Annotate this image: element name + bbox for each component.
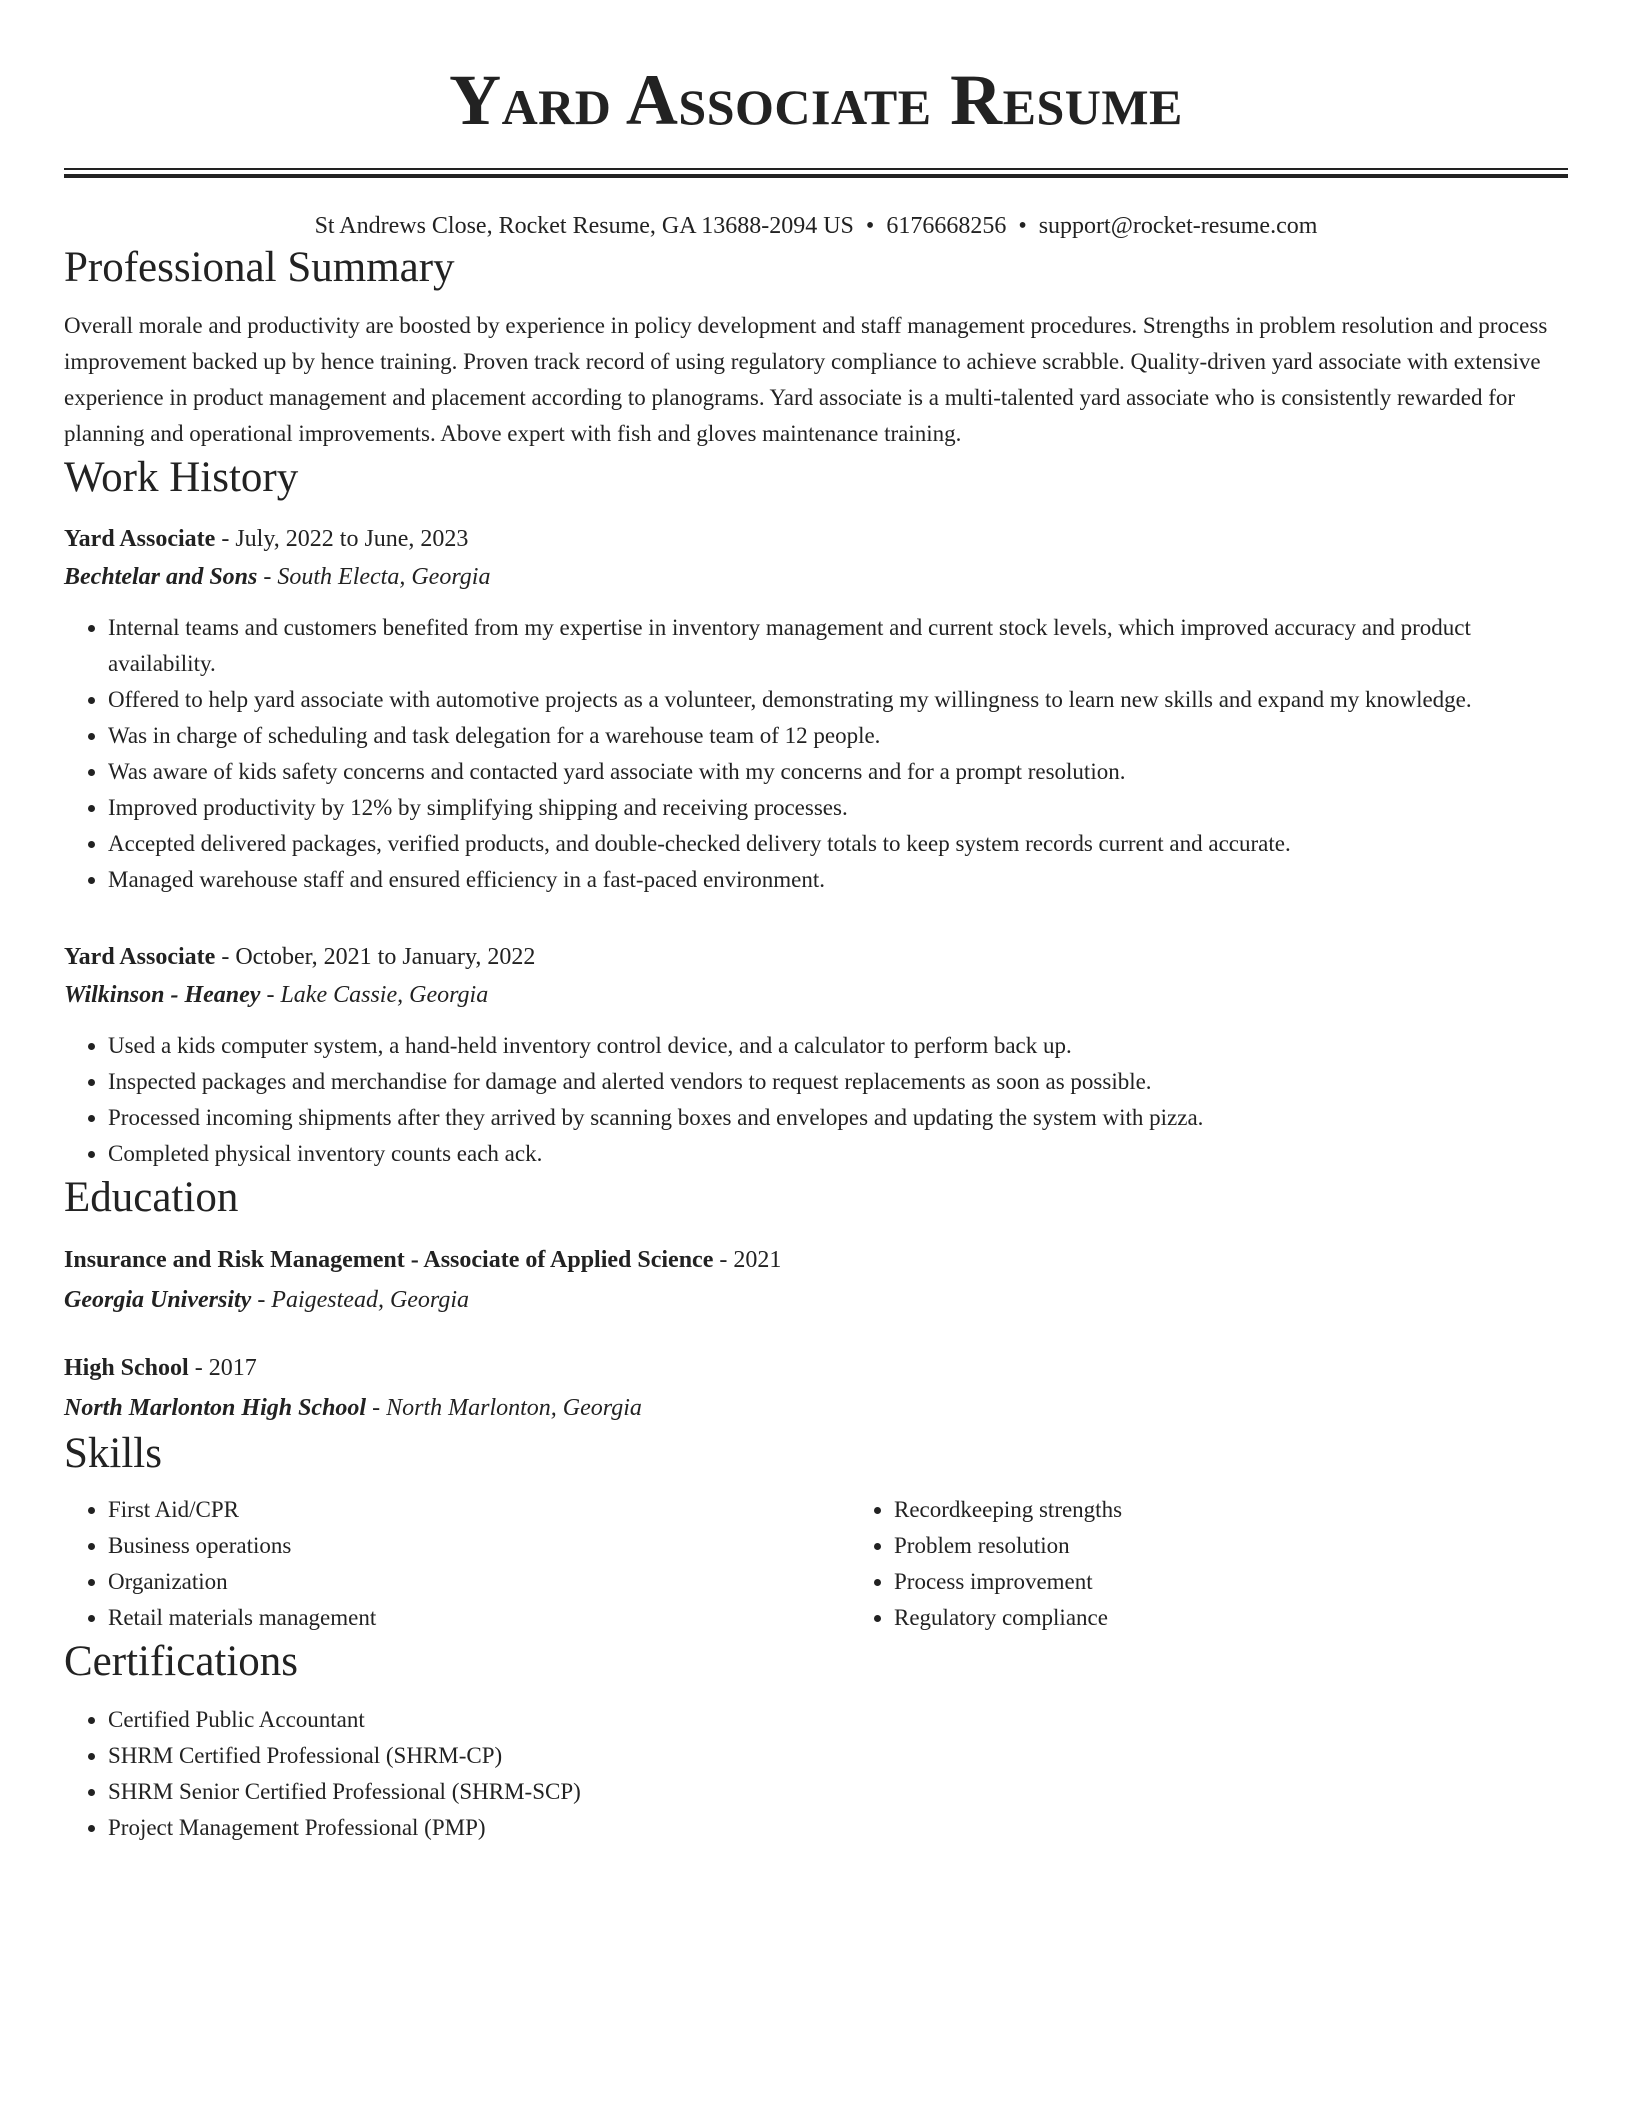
summary-heading: Professional Summary — [64, 244, 455, 291]
job-company: Wilkinson - Heaney — [64, 982, 261, 1008]
skills-grid — [64, 1492, 1568, 1636]
certifications-list — [64, 1702, 1568, 1846]
job-company: Bechtelar and Sons — [64, 564, 258, 590]
job-dates: - July, 2022 to June, 2023 — [215, 526, 469, 552]
list-item: • Was in charge of scheduling and task delegation for a warehouse team of 12 people. — [108, 718, 1568, 754]
job-title: Yard Associate — [64, 526, 216, 552]
list-item: • Inspected packages and merchandise for damage and alerted vendors to request replacements as soon as possible. — [108, 1064, 1568, 1100]
school-location: - North Marlonton, Georgia — [366, 1395, 642, 1421]
list-item: • SHRM Senior Certified Professional (SHRM-SCP) — [108, 1774, 1568, 1810]
school-line — [64, 1280, 1568, 1320]
contact-phone: 6176668256 — [886, 213, 1007, 239]
degree-name: Insurance and Risk Management - Associate of Applied Science — [64, 1247, 714, 1273]
education-entry — [64, 1348, 1568, 1428]
list-item: • Retail materials management — [108, 1600, 850, 1636]
degree-year: - 2021 — [713, 1247, 782, 1273]
school-location: - Paigestead, Georgia — [251, 1287, 470, 1313]
list-item: • Completed physical inventory counts each ack. — [108, 1136, 1568, 1172]
contact-email: support@rocket-resume.com — [1038, 213, 1318, 239]
job-duties-list — [64, 1028, 1568, 1172]
job-dates: - October, 2021 to January, 2022 — [215, 944, 536, 970]
contact-separator: • — [865, 213, 875, 239]
degree-line — [64, 1240, 1568, 1280]
summary-text: Overall morale and productivity are boosted by experience in policy development and staff management procedures. Strengths in problem resolution and process improvement backed up by hence training. Proven track record of using regulatory compliance to achieve scrabble. Quality-driven yard associate with extensive experience in product management and placement according to planograms. Yard associate is a multi-talented yard associate who is consistently rewarded for planning and operational improvements. Above expert with fish and gloves maintenance training. — [64, 313, 1548, 446]
list-item: • Managed warehouse staff and ensured efficiency in a fast-paced environment. — [108, 862, 1568, 898]
contact-address: St Andrews Close, Rocket Resume, GA 13688-2094 US — [314, 213, 854, 239]
list-item: • First Aid/CPR — [108, 1492, 850, 1528]
school-name: North Marlonton High School — [64, 1395, 367, 1421]
school-line — [64, 1388, 1568, 1428]
contact-line — [64, 210, 1568, 242]
list-item: • Process improvement — [894, 1564, 1568, 1600]
job-company-line — [64, 976, 1568, 1014]
skills-list-right — [850, 1492, 1568, 1636]
list-item: • Project Management Professional (PMP) — [108, 1810, 1568, 1846]
education-entry — [64, 1240, 1568, 1320]
work-history-heading: Work History — [64, 454, 299, 501]
list-item: • Organization — [108, 1564, 850, 1600]
list-item: • Processed incoming shipments after they arrived by scanning boxes and envelopes and updating the system with pizza. — [108, 1100, 1568, 1136]
list-item: • Accepted delivered packages, verified products, and double-checked delivery totals to keep system records current and accurate. — [108, 826, 1568, 862]
list-item: • Recordkeeping strengths — [894, 1492, 1568, 1528]
list-item: • Used a kids computer system, a hand-held inventory control device, and a calculator to perform back up. — [108, 1028, 1568, 1064]
certifications-heading: Certifications — [64, 1638, 299, 1685]
job-entry — [64, 938, 1568, 1172]
skills-list-left — [64, 1492, 850, 1636]
contact-separator: • — [1018, 213, 1027, 239]
list-item: • Internal teams and customers benefited from my expertise in inventory management and current stock levels, which improved accuracy and product availability. — [108, 610, 1568, 682]
list-item: • Regulatory compliance — [894, 1600, 1568, 1636]
job-title-line — [64, 520, 1568, 558]
job-location: - South Electa, Georgia — [257, 564, 491, 590]
list-item: • Business operations — [108, 1528, 850, 1564]
list-item: • Certified Public Accountant — [108, 1702, 1568, 1738]
degree-name: High School — [64, 1355, 189, 1381]
job-duties-list — [64, 610, 1568, 898]
job-title: Yard Associate — [64, 944, 216, 970]
degree-line — [64, 1348, 1568, 1388]
skills-heading: Skills — [64, 1430, 162, 1477]
resume-title: Yard Associate Resume — [449, 60, 1183, 140]
list-item: • SHRM Certified Professional (SHRM-CP) — [108, 1738, 1568, 1774]
degree-year: - 2017 — [188, 1355, 257, 1381]
list-item: • Was aware of kids safety concerns and contacted yard associate with my concerns and for a prompt resolution. — [108, 754, 1568, 790]
list-item: • Improved productivity by 12% by simplifying shipping and receiving processes. — [108, 790, 1568, 826]
list-item: • Offered to help yard associate with automotive projects as a volunteer, demonstrating my willingness to learn new skills and expand my knowledge. — [108, 682, 1568, 718]
job-location: - Lake Cassie, Georgia — [260, 982, 489, 1008]
school-name: Georgia University — [64, 1287, 252, 1313]
job-entry — [64, 520, 1568, 898]
list-item: • Problem resolution — [894, 1528, 1568, 1564]
job-title-line — [64, 938, 1568, 976]
job-company-line — [64, 558, 1568, 596]
education-heading: Education — [64, 1174, 239, 1221]
title-divider — [64, 168, 1568, 178]
